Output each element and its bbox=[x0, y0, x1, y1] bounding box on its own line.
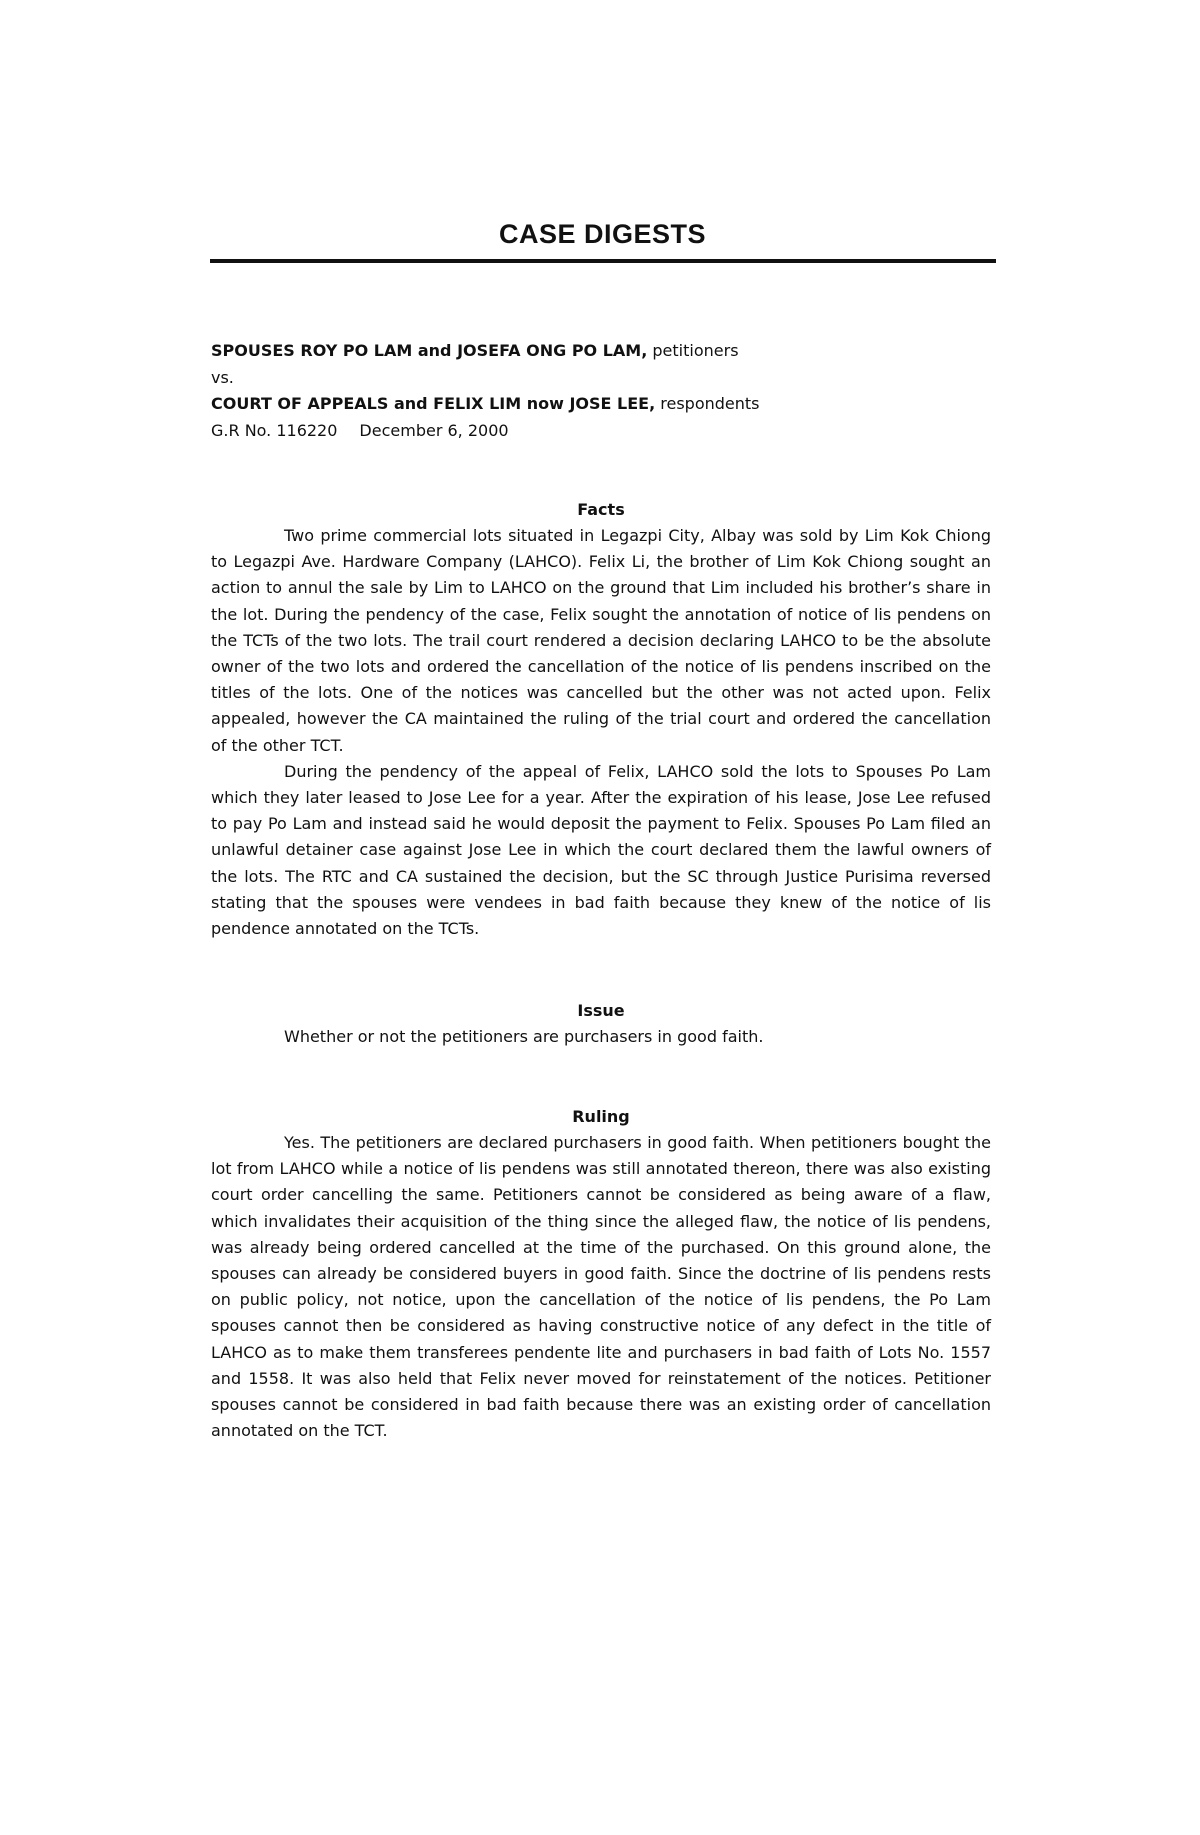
case-reference-line bbox=[211, 418, 1001, 445]
case-caption bbox=[211, 338, 1001, 444]
facts-paragraph: Two prime commercial lots situated in Legazpi City, Albay was sold by Lim Kok Chiong to Legazpi Ave. Hardware Company (LAHCO). Felix Li, the brother of Lim Kok Chiong sought an action to annul the sale by Lim to LAHCO on the ground that Lim included his brother’s share in the lot. During the pendency of the case, Felix sought the annotation of notice of lis pendens on the TCTs of the two lots. The trail court rendered a decision declaring LAHCO to be the absolute owner of the two lots and ordered the cancellation of the notice of lis pendens inscribed on the titles of the lots. One of the notices was cancelled but the other was not acted upon. Felix appealed, however the CA maintained the ruling of the trial court and ordered the cancellation of the other TCT. bbox=[211, 526, 991, 755]
ruling-section bbox=[211, 1104, 991, 1444]
ruling-paragraph: Yes. The petitioners are declared purchasers in good faith. When petitioners bought the lot from LAHCO while a notice of lis pendens was still annotated thereon, there was also existing court order cancelling the same. Petitioners cannot be considered as being aware of a flaw, which invalidates their acquisition of the thing since the alleged flaw, the notice of lis pendens, was already being ordered cancelled at the time of the purchased. On this ground alone, the spouses can already be considered buyers in good faith. Since the doctrine of lis pendens rests on public policy, not notice, upon the cancellation of the notice of lis pendens, the Po Lam spouses cannot then be considered as having constructive notice of any defect in the title of LAHCO as to make them transferees pendente lite and purchasers in bad faith of Lots No. 1557 and 1558. It was also held that Felix never moved for reinstatement of the notices. Petitioner spouses cannot be considered in bad faith because there was an existing order of cancellation annotated on the TCT. bbox=[211, 1133, 991, 1441]
page-title: CASE DIGESTS bbox=[498, 219, 707, 249]
petitioners-role: petitioners bbox=[647, 341, 739, 360]
title-divider bbox=[210, 259, 996, 263]
issue-section bbox=[211, 998, 991, 1050]
facts-paragraph: During the pendency of the appeal of Felix, LAHCO sold the lots to Spouses Po Lam which they later leased to Jose Lee for a year. After the expiration of his lease, Jose Lee refused to pay Po Lam and instead said he would deposit the payment to Felix. Spouses Po Lam filed an unlawful detainer case against Jose Lee in which the court declared them the lawful owners of the lots. The RTC and CA sustained the decision, but the SC through Justice Purisima reversed stating that the spouses were vendees in bad faith because they knew of the notice of lis pendence annotated on the TCTs. bbox=[211, 761, 991, 939]
respondents-line bbox=[211, 391, 1001, 418]
gr-number: G.R No. 116220 bbox=[211, 420, 338, 440]
facts-section bbox=[211, 497, 991, 942]
respondents-name: COURT OF APPEALS and FELIX LIM now JOSE LEE, bbox=[211, 394, 656, 413]
facts-heading: Facts bbox=[577, 500, 625, 519]
issue-heading: Issue bbox=[577, 1001, 625, 1020]
ruling-heading: Ruling bbox=[572, 1107, 630, 1126]
versus-label: vs. bbox=[211, 367, 234, 387]
petitioners-name: SPOUSES ROY PO LAM and JOSEFA ONG PO LAM, bbox=[211, 341, 648, 360]
petitioners-line bbox=[211, 338, 1001, 365]
issue-text: Whether or not the petitioners are purchasers in good faith. bbox=[284, 1027, 764, 1046]
decision-date: December 6, 2000 bbox=[359, 420, 509, 440]
respondents-role: respondents bbox=[655, 394, 760, 413]
